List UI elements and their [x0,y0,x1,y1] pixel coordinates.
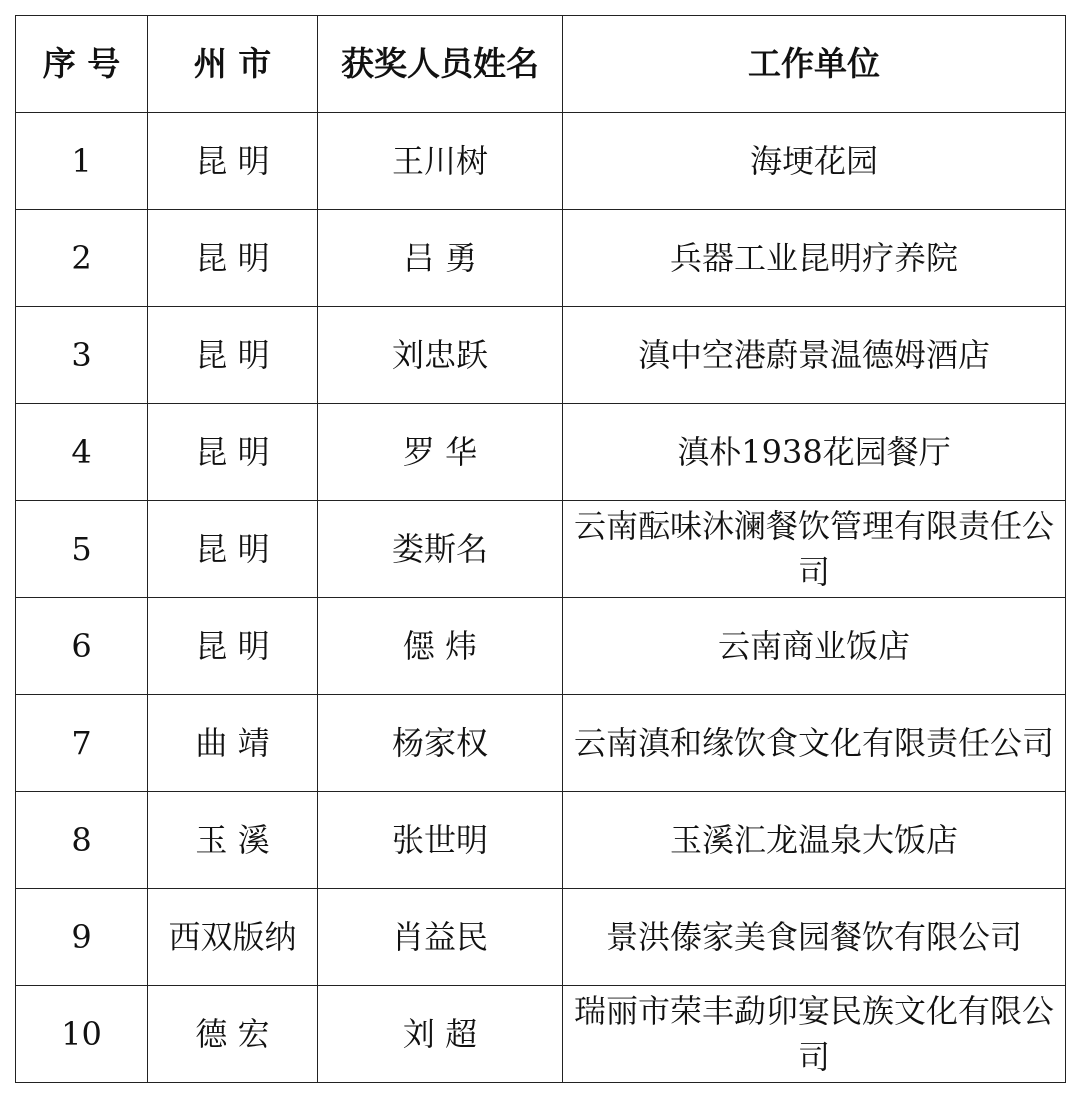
table-row [16,113,1066,210]
table-row [16,404,1066,501]
table-row [16,889,1066,986]
cell-name: 罗 华 [318,404,563,501]
cell-seq: 6 [16,598,148,695]
cell-unit: 滇朴1938花园餐厅 [563,404,1066,501]
cell-unit: 滇中空港蔚景温德姆酒店 [563,307,1066,404]
cell-seq: 8 [16,792,148,889]
cell-seq: 5 [16,501,148,598]
cell-name: 杨家权 [318,695,563,792]
cell-seq: 7 [16,695,148,792]
header-unit: 工作单位 [563,16,1066,113]
table-row [16,598,1066,695]
header-seq: 序 号 [16,16,148,113]
header-row [16,16,1066,113]
cell-unit: 云南商业饭店 [563,598,1066,695]
cell-seq: 2 [16,210,148,307]
cell-city: 昆 明 [148,113,318,210]
header-city: 州 市 [148,16,318,113]
cell-seq: 4 [16,404,148,501]
table-row [16,695,1066,792]
cell-unit: 玉溪汇龙温泉大饭店 [563,792,1066,889]
cell-seq: 3 [16,307,148,404]
cell-seq: 1 [16,113,148,210]
table-body [16,113,1066,1083]
table-header [16,16,1066,113]
table-row [16,307,1066,404]
table-row [16,501,1066,598]
cell-city: 昆 明 [148,210,318,307]
cell-city: 曲 靖 [148,695,318,792]
cell-name: 刘 超 [318,986,563,1083]
cell-seq: 9 [16,889,148,986]
cell-unit: 云南滇和缘饮食文化有限责任公司 [563,695,1066,792]
cell-unit: 海埂花园 [563,113,1066,210]
award-table [15,15,1066,1083]
table-row [16,792,1066,889]
cell-unit: 兵器工业昆明疗养院 [563,210,1066,307]
cell-unit: 云南酝味沐澜餐饮管理有限责任公司 [563,501,1066,598]
cell-name: 王川树 [318,113,563,210]
cell-city: 昆 明 [148,598,318,695]
cell-city: 昆 明 [148,307,318,404]
cell-name: 张世明 [318,792,563,889]
cell-unit: 景洪傣家美食园餐饮有限公司 [563,889,1066,986]
cell-city: 昆 明 [148,501,318,598]
cell-city: 西双版纳 [148,889,318,986]
cell-city: 昆 明 [148,404,318,501]
cell-city: 玉 溪 [148,792,318,889]
cell-name: 吕 勇 [318,210,563,307]
header-name: 获奖人员姓名 [318,16,563,113]
cell-unit: 瑞丽市荣丰勐卯宴民族文化有限公司 [563,986,1066,1083]
cell-name: 娄斯名 [318,501,563,598]
cell-city: 德 宏 [148,986,318,1083]
cell-seq: 10 [16,986,148,1083]
table-row [16,210,1066,307]
cell-name: 僫 炜 [318,598,563,695]
cell-name: 刘忠跃 [318,307,563,404]
table-row [16,986,1066,1083]
cell-name: 肖益民 [318,889,563,986]
